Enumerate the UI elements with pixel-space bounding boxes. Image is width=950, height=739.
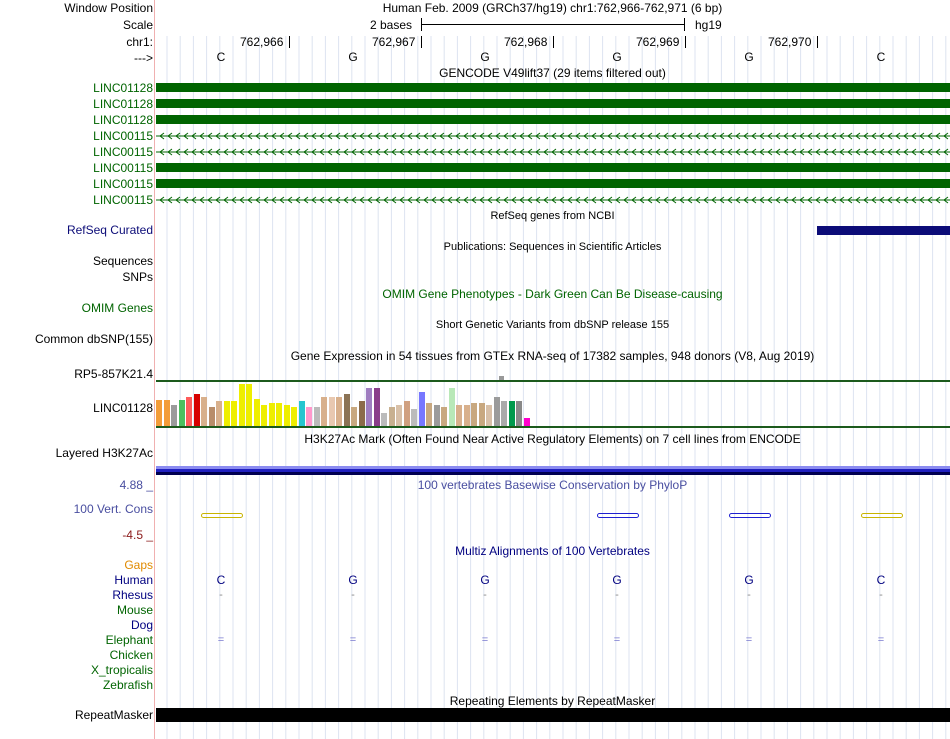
gtex-tissue-bar[interactable] [524,418,530,426]
sequences-label[interactable]: Sequences [92,254,153,268]
base-letter: C [216,50,226,64]
scale-bar [421,24,685,25]
phylop-mark[interactable] [201,513,243,518]
gencode-exon-bar[interactable] [156,115,950,124]
gencode-item-label[interactable]: LINC00115 [93,145,153,159]
alignment-cell: - [615,589,619,601]
gtex-tissue-bar[interactable] [276,403,282,426]
gtex-tissue-bar[interactable] [284,405,290,426]
gtex-tissue-bar[interactable] [464,405,470,426]
gencode-intron-line[interactable] [156,195,950,205]
gencode-item-label[interactable]: LINC00115 [93,193,153,207]
gtex-tissue-bar[interactable] [479,403,485,426]
gencode-item-label[interactable]: LINC01128 [93,113,153,127]
gtex-gene2-label[interactable]: LINC01128 [93,401,153,415]
h3k27ac-label[interactable]: Layered H3K27Ac [55,446,153,460]
alignment-cell: - [747,589,751,601]
alignment-cell: G [744,573,754,587]
gtex-tissue-bar[interactable] [471,403,477,426]
gtex-tissue-bar[interactable] [351,407,357,426]
position-tick-mark [421,36,422,48]
gtex-tissue-bar[interactable] [336,397,342,426]
species-label[interactable]: Mouse [116,603,153,617]
gtex-tissue-bar[interactable] [486,405,492,426]
gtex-tissue-bar[interactable] [449,388,455,426]
scale-bar-right-tick [684,18,685,31]
gtex-tissue-bar[interactable] [299,401,305,426]
assembly-info: Human Feb. 2009 (GRCh37/hg19) chr1:762,966-762,971 (6 bp) [382,1,723,15]
position-tick: 762,969 [636,35,680,49]
base-letter: G [480,50,490,64]
gtex-tissue-bar[interactable] [306,407,312,426]
position-tick-mark [817,36,818,48]
gtex-tissue-bar[interactable] [516,401,522,426]
gencode-intron-line[interactable] [156,147,950,157]
gtex-tissue-bar[interactable] [411,409,417,426]
gtex-tissue-bar[interactable] [194,394,200,426]
position-tick-mark [685,36,686,48]
base-letter: G [744,50,754,64]
base-letter: G [612,50,622,64]
rmsk-label[interactable]: RepeatMasker [74,708,153,722]
gtex-tissue-bar[interactable] [209,407,215,426]
alignment-cell: - [351,589,355,601]
alignment-cell: = [877,634,885,646]
gtex-tissue-bar[interactable] [434,405,440,426]
alignment-cell: G [612,573,622,587]
gencode-item-label[interactable]: LINC00115 [93,129,153,143]
gtex-tissue-bar[interactable] [419,392,425,426]
alignment-cell: = [217,634,225,646]
gtex-tissue-bar[interactable] [231,401,237,426]
gtex-tissue-bar[interactable] [381,413,387,426]
species-label[interactable]: Elephant [105,633,153,647]
dbsnp-title: Short Genetic Variants from dbSNP release 155 [435,319,670,331]
rmsk-feature[interactable] [156,708,950,722]
scale-bar-left-tick [421,18,422,31]
gtex-tissue-bar[interactable] [509,401,515,426]
gencode-title: GENCODE V49lift37 (29 items filtered out) [439,66,666,80]
phylop-mark[interactable] [861,513,903,518]
gtex-tissue-bar[interactable] [216,401,222,426]
gtex-tissue-bar[interactable] [456,405,462,426]
phylop-max: 4.88 _ [119,478,153,492]
gtex-tissue-bar[interactable] [366,388,372,426]
chrom-label: chr1: [126,35,153,49]
gtex-tissue-bar[interactable] [329,397,335,426]
alignment-cell: - [483,589,487,601]
position-tick: 762,968 [504,35,548,49]
alignment-cell: - [219,589,223,601]
gtex-tissue-bar[interactable] [404,401,410,426]
refseq-title: RefSeq genes from NCBI [490,210,615,222]
gtex-separator-top [156,380,950,382]
alignment-cell: C [216,573,226,587]
strand-label: ---> [134,51,153,65]
species-label[interactable]: Chicken [109,648,153,662]
gtex-tissue-bar[interactable] [494,397,500,426]
scale-text: 2 bases [370,18,413,32]
gencode-intron-line[interactable] [156,131,950,141]
gtex-tissue-bar[interactable] [246,384,252,426]
gtex-tissue-bar[interactable] [314,407,320,426]
alignment-cell: = [349,634,357,646]
window-position-label: Window Position [64,1,153,15]
phylop-label[interactable]: 100 Vert. Cons [73,502,153,516]
gtex-tissue-bar[interactable] [269,403,275,426]
gencode-item-label[interactable]: LINC01128 [93,97,153,111]
phylop-title: 100 vertebrates Basewise Conservation by PhyloP [417,478,688,492]
dbsnp-label[interactable]: Common dbSNP(155) [34,332,153,346]
gtex-tissue-bar[interactable] [344,394,350,426]
alignment-cell: - [879,589,883,601]
alignment-cell: G [480,573,490,587]
alignment-cell: = [481,634,489,646]
h3k27ac-title: H3K27Ac Mark (Often Found Near Active Regulatory Elements) on 7 cell lines from ENCODE [304,432,801,446]
gencode-item-label[interactable]: LINC01128 [93,81,153,95]
species-label[interactable]: Dog [130,618,153,632]
position-tick-mark [553,36,554,48]
gtex-bar-chart[interactable] [156,383,950,426]
phylop-mark[interactable] [729,513,771,518]
alignment-cell: G [348,573,358,587]
omim-label[interactable]: OMIM Genes [81,301,153,315]
base-letter: G [348,50,358,64]
rmsk-title: Repeating Elements by RepeatMasker [449,694,656,708]
alignment-cell: C [876,573,886,587]
snps-label[interactable]: SNPs [122,270,153,284]
scale-label: Scale [122,18,153,32]
gtex-tissue-bar[interactable] [291,407,297,426]
publications-title: Publications: Sequences in Scientific Articles [443,241,662,253]
refseq-feature[interactable] [817,226,950,235]
gtex-tissue-bar[interactable] [359,401,365,426]
gtex-tissue-bar[interactable] [261,405,267,426]
gencode-exon-bar[interactable] [156,163,950,172]
position-tick: 762,967 [372,35,416,49]
gtex-title: Gene Expression in 54 tissues from GTEx RNA-seq of 17382 samples, 948 donors (V8, Aug 2019) [290,349,815,363]
omim-title: OMIM Gene Phenotypes - Dark Green Can Be Disease-causing [382,287,723,301]
gtex-tissue-bar[interactable] [164,400,170,426]
gtex-tissue-bar[interactable] [426,403,432,426]
gtex-tissue-bar[interactable] [239,384,245,426]
position-tick: 762,970 [768,35,812,49]
gtex-tissue-bar[interactable] [374,388,380,426]
gtex-tissue-bar[interactable] [389,407,395,426]
phylop-min: -4.5 _ [122,528,153,542]
gencode-exon-bar[interactable] [156,99,950,108]
gtex-tissue-bar[interactable] [224,401,230,426]
gtex-tissue-bar[interactable] [441,407,447,426]
h3k27ac-signal[interactable] [156,466,950,475]
position-tick: 762,966 [240,35,284,49]
species-label[interactable]: Human [114,573,153,587]
gaps-label[interactable]: Gaps [124,558,153,572]
base-letter: C [876,50,886,64]
gtex-tissue-bar[interactable] [254,399,260,426]
gencode-exon-bar[interactable] [156,83,950,92]
gencode-item-label[interactable]: LINC00115 [93,161,153,175]
gtex-tissue-bar[interactable] [501,401,507,426]
gtex-separator-bottom [156,426,950,428]
alignment-cell: = [745,634,753,646]
refseq-label[interactable]: RefSeq Curated [66,223,153,237]
scale-db: hg19 [695,18,722,32]
gencode-item-label[interactable]: LINC00115 [93,177,153,191]
gtex-tissue-bar[interactable] [396,405,402,426]
gencode-exon-bar[interactable] [156,179,950,188]
species-label[interactable]: Rhesus [112,588,153,602]
multiz-title: Multiz Alignments of 100 Vertebrates [455,544,650,558]
species-label[interactable]: Zebrafish [102,678,153,692]
position-tick-mark [289,36,290,48]
alignment-cell: = [613,634,621,646]
gtex-tissue-bar[interactable] [171,405,177,426]
gtex-tissue-bar[interactable] [321,397,327,426]
gtex-tissue-bar[interactable] [156,400,162,426]
gtex-tissue-bar[interactable] [186,397,192,426]
species-label[interactable]: X_tropicalis [90,663,153,677]
gtex-gene1-label[interactable]: RP5-857K21.4 [74,367,153,381]
phylop-mark[interactable] [597,513,639,518]
gtex-tissue-bar[interactable] [201,397,207,426]
gtex-tissue-bar[interactable] [179,400,185,426]
